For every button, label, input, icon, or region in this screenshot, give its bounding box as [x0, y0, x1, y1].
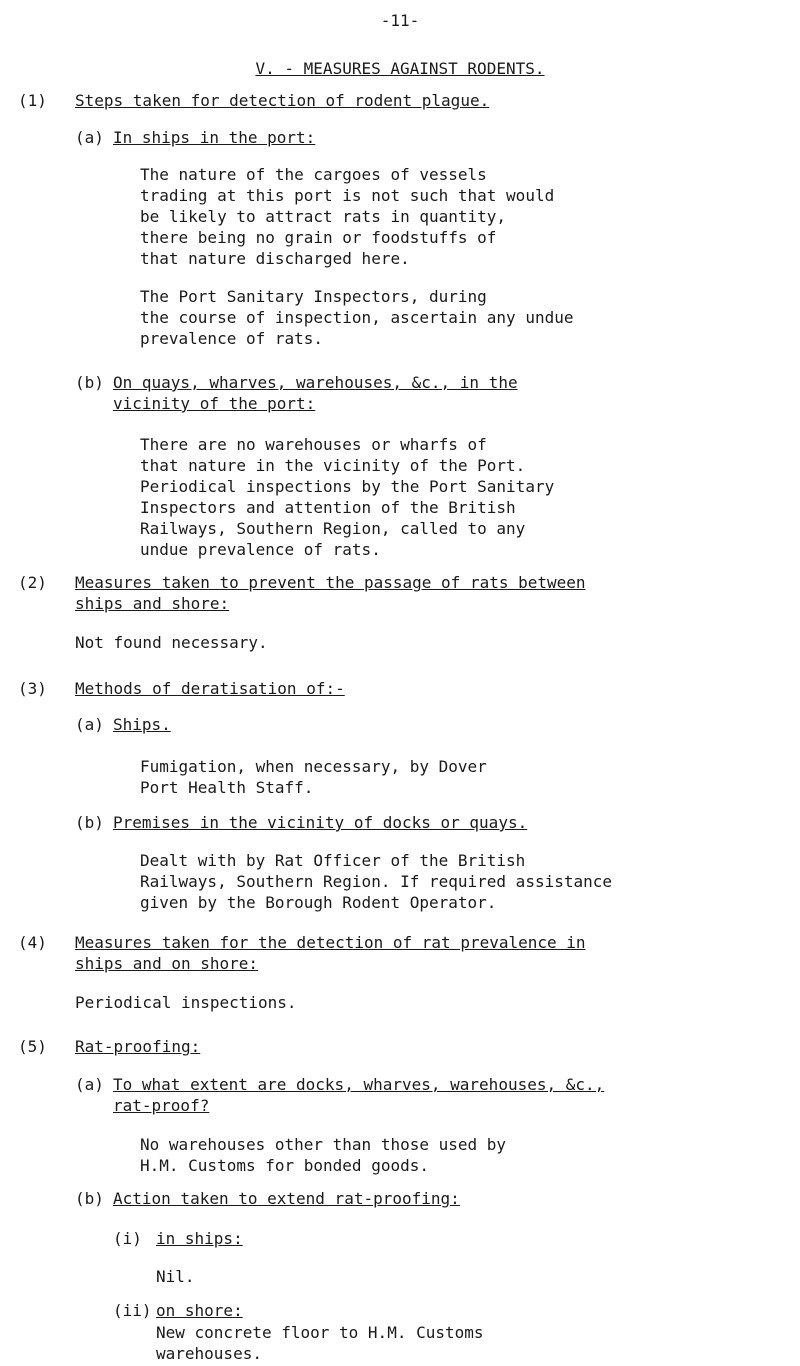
paragraph-1a-2: The Port Sanitary Inspectors, during the course of inspection, ascertain any undue prevalence of rats.	[140, 287, 574, 348]
heading-4-line1: Measures taken for the detection of rat prevalence in	[75, 933, 586, 952]
item-number-5: (5)	[18, 1037, 47, 1056]
heading-5a-line2: rat-proof?	[113, 1096, 210, 1115]
label-1b: (b)	[75, 373, 104, 392]
section-title: V. - MEASURES AGAINST RODENTS.	[255, 59, 545, 78]
label-1a: (a)	[75, 128, 104, 147]
label-3a: (a)	[75, 715, 104, 734]
heading-3a: Ships.	[113, 715, 171, 734]
page-number: -11-	[380, 11, 420, 30]
item-number-1: (1)	[18, 91, 47, 110]
heading-2-line1: Measures taken to prevent the passage of rats between	[75, 573, 586, 592]
heading-5b-ii: on shore:	[156, 1301, 243, 1320]
paragraph-3a: Fumigation, when necessary, by Dover Port Health Staff.	[140, 757, 487, 797]
heading-5a-line1: To what extent are docks, wharves, warehouses, &c.,	[113, 1075, 605, 1094]
heading-1b-line2: vicinity of the port:	[113, 394, 316, 413]
item-number-4: (4)	[18, 933, 47, 952]
paragraph-2: Not found necessary.	[75, 633, 268, 652]
label-3b: (b)	[75, 813, 104, 832]
paragraph-5b-i: Nil.	[156, 1267, 195, 1286]
label-5b-ii: (ii)	[113, 1301, 152, 1320]
heading-5b-i: in ships:	[156, 1229, 243, 1248]
label-5a: (a)	[75, 1075, 104, 1094]
heading-3b: Premises in the vicinity of docks or quays.	[113, 813, 528, 832]
heading-1b-line1: On quays, wharves, warehouses, &c., in the	[113, 373, 518, 392]
paragraph-1a-1: The nature of the cargoes of vessels trading at this port is not such that would be likely to attract rats in quantity, there being no grain or foodstuffs of that nature discharged here.	[140, 165, 555, 268]
paragraph-4: Periodical inspections.	[75, 993, 297, 1012]
paragraph-1b: There are no warehouses or wharfs of that nature in the vicinity of the Port. Periodical inspections by the Port Sanitary Inspectors and attention of the British Railways, Southern Region, called to any undue prevalence of rats.	[140, 435, 555, 559]
label-5b-i: (i)	[113, 1229, 142, 1248]
heading-1a: In ships in the port:	[113, 128, 316, 147]
heading-4-line2: ships and on shore:	[75, 954, 259, 973]
heading-5b: Action taken to extend rat-proofing:	[113, 1189, 460, 1208]
heading-3: Methods of deratisation of:-	[75, 679, 345, 698]
heading-5: Rat-proofing:	[75, 1037, 201, 1056]
heading-1: Steps taken for detection of rodent plague.	[75, 91, 490, 110]
heading-2-line2: ships and shore:	[75, 594, 230, 613]
label-5b: (b)	[75, 1189, 104, 1208]
paragraph-5b-ii: New concrete floor to H.M. Customs warehouses.	[156, 1323, 484, 1363]
paragraph-5a: No warehouses other than those used by H.M. Customs for bonded goods.	[140, 1135, 507, 1175]
paragraph-3b: Dealt with by Rat Officer of the British Railways, Southern Region. If required assistance given by the Borough Rodent Operator.	[140, 851, 613, 912]
item-number-2: (2)	[18, 573, 47, 592]
item-number-3: (3)	[18, 679, 47, 698]
